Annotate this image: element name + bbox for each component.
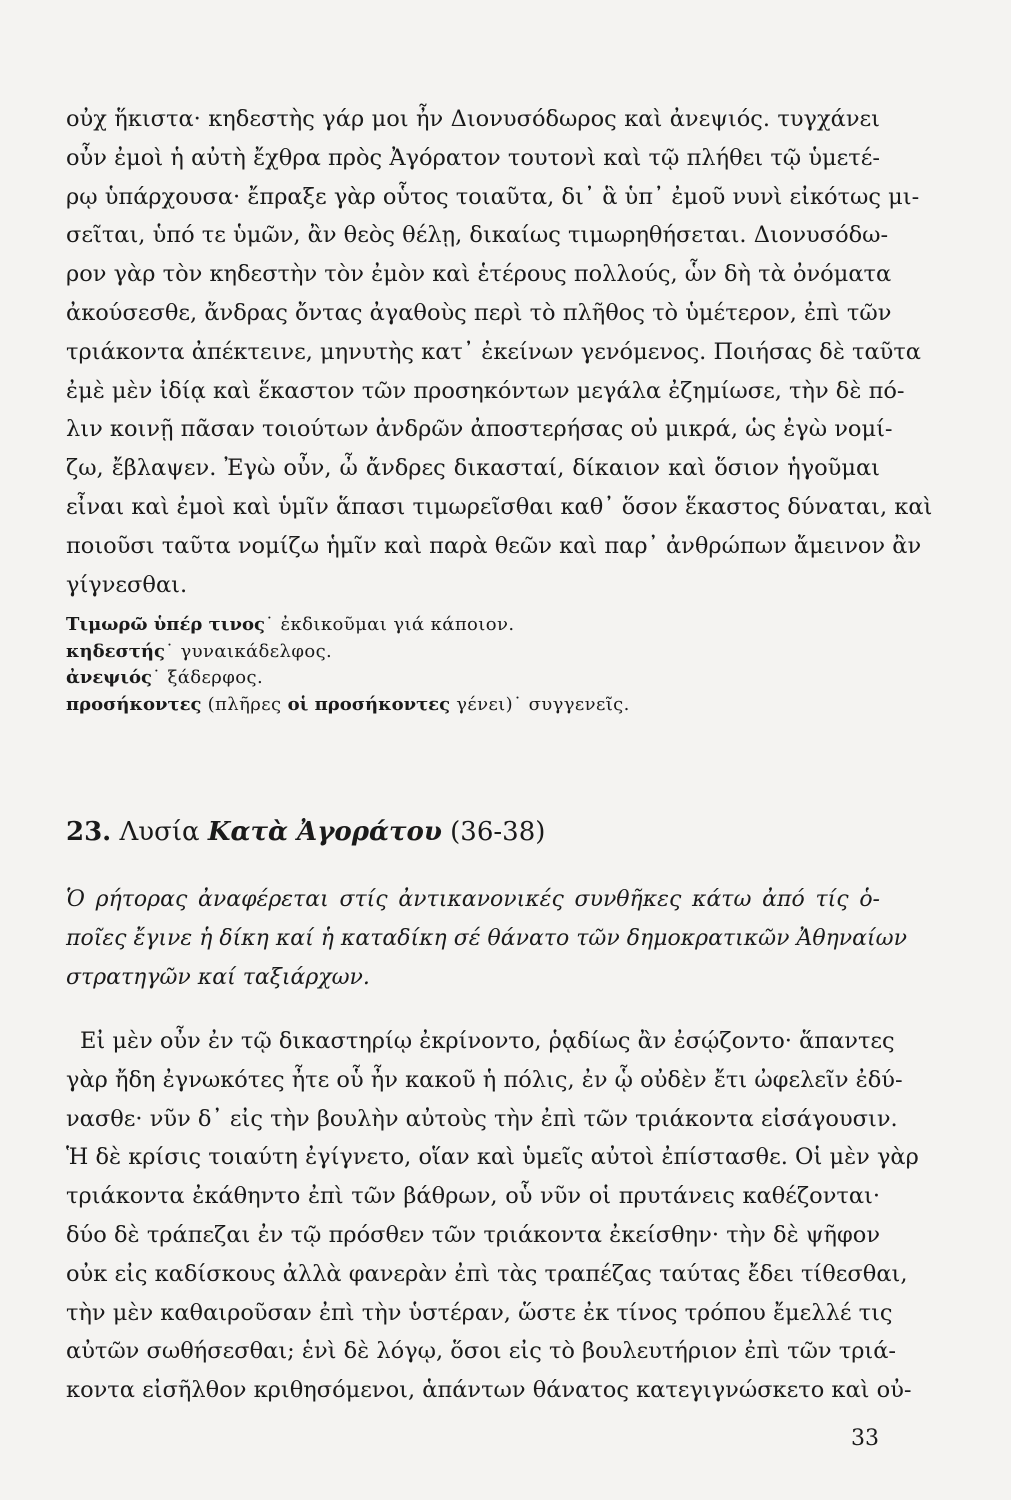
text-line: ποιοῦσι ταῦτα νομίζω ἡμῖν καὶ παρὰ θεῶν καὶ παρ᾽ ἀνθρώπων ἄμεινον ἂν [66,532,922,559]
text-line: δύο δὲ τράπεζαι ἐν τῷ πρόσθεν τῶν τριάκοντα ἐκείσθην· τὴν δὲ ψῆφον [66,1221,880,1248]
glossary-term-full: οἱ προσήκοντες [287,693,451,715]
page-number: 33 [851,1426,879,1451]
glossary-separator: ˙ [164,640,181,662]
text-line: γὰρ ἤδη ἐγνωκότες ἦτε οὗ ἦν κακοῦ ἡ πόλις, ἐν ᾧ οὐδὲν ἔτι ὠφελεῖν ἐδύ- [66,1066,903,1093]
text-line: τριάκοντα ἀπέκτεινε, μηνυτὴς κατ᾽ ἐκείνων γενόμενος. Ποιήσας δὲ ταῦτα [66,338,921,365]
text-line: σεῖται, ὑπό τε ὑμῶν, ἂν θεὸς θέλῃ, δικαίως τιμωρηθήσεται. Διονυσόδω- [66,222,889,249]
glossary-separator: ˙ [151,667,168,688]
glossary [66,612,880,718]
section-author: Λυσία [119,817,200,847]
glossary-term: κηδεστής [66,640,165,662]
text-line: νασθε· νῦν δ᾽ εἰς τὴν βουλὴν αὐτοὺς τὴν ἐπὶ τῶν τριάκοντα εἰσάγουσιν. [66,1105,898,1132]
greek-passage-1 [66,100,933,604]
intro-line: ποῖες ἔγινε ἡ δίκη καί ἡ καταδίκη σέ θάνατο τῶν δημοκρατικῶν Ἀθηναίων [66,926,907,951]
section-number: 23. [66,817,112,847]
intro-line: στρατηγῶν καί ταξιάρχων. [66,965,370,990]
text-line: τὴν μὲν καθαιροῦσαν ἐπὶ τὴν ὑστέραν, ὥστε ἐκ τίνος τρόπου ἔμελλέ τις [66,1299,893,1326]
glossary-entry [66,612,880,639]
text-line: αὐτῶν σωθήσεσθαι; ἑνὶ δὲ λόγῳ, ὅσοι εἰς τὸ βουλευτήριον ἐπὶ τῶν τριά- [66,1338,897,1365]
glossary-definition: ἐκδικοῦμαι γιά κάποιον. [280,614,515,635]
glossary-entry [66,692,880,719]
glossary-term: προσήκοντες [66,693,202,715]
glossary-separator: ˙ [513,693,529,715]
text-line: λιν κοινῇ πᾶσαν τοιούτων ἀνδρῶν ἀποστερήσας οὐ μικρά, ὡς ἐγὼ νομί- [66,416,893,443]
text-line: ἀκούσεσθε, ἄνδρας ὄντας ἀγαθοὺς περὶ τὸ πλῆθος τὸ ὑμέτερον, ἐπὶ τῶν [66,299,892,326]
glossary-term: Τιμωρῶ ὑπέρ τινος [66,614,265,635]
text-line: κοντα εἰσῆλθον κριθησόμενοι, ἁπάντων θάνατος κατεγιγνώσκετο καὶ οὐ- [66,1377,912,1404]
glossary-term: ἀνεψιός [66,667,152,688]
section-range: (36-38) [450,817,546,847]
section-title: Κατὰ Ἀγοράτου [207,817,442,847]
glossary-note: γένει) [450,693,514,715]
text-line: Ἡ δὲ κρίσις τοιαύτη ἐγίγνετο, οἵαν καὶ ὑμεῖς αὐτοὶ ἐπίστασθε. Οἱ μὲν γὰρ [66,1144,919,1171]
section-intro [66,880,907,997]
intro-line: Ὁ ρήτορας ἀναφέρεται στίς ἀντικανονικές συνθῆκες κάτω ἀπό τίς ὁ- [66,887,880,912]
glossary-note: (πλῆρες [201,693,288,715]
glossary-separator: ˙ [264,614,281,635]
text-line: οὐκ εἰς καδίσκους ἀλλὰ φανερὰν ἐπὶ τὰς τραπέζας ταύτας ἔδει τίθεσθαι, [66,1260,908,1287]
glossary-definition: γυναικάδελφος. [180,640,333,662]
glossary-definition: συγγενεῖς. [528,693,630,715]
glossary-entry [66,665,880,692]
glossary-entry [66,639,880,666]
text-line: ρῳ ὑπάρχουσα· ἔπραξε γὰρ οὗτος τοιαῦτα, δι᾽ ἃ ὑπ᾽ ἐμοῦ νυνὶ εἰκότως μι- [66,183,920,210]
text-line: οὐχ ἥκιστα· κηδεστὴς γάρ μοι ἦν Διονυσόδωρος καὶ ἀνεψιός. τυγχάνει [66,106,880,132]
text-line: γίγνεσθαι. [66,571,188,598]
text-line: οὖν ἐμοὶ ἡ αὐτὴ ἔχθρα πρὸς Ἀγόρατον τουτονὶ καὶ τῷ πλήθει τῷ ὑμετέ- [66,144,880,171]
text-line: ἐμὲ μὲν ἰδίᾳ καὶ ἕκαστον τῶν προσηκόντων μεγάλα ἐζημίωσε, τὴν δὲ πό- [66,377,905,404]
greek-passage-2 [66,1022,919,1410]
text-line: Εἰ μὲν οὖν ἐν τῷ δικαστηρίῳ ἐκρίνοντο, ῥᾳδίως ἂν ἐσῴζοντο· ἅπαντες [80,1028,895,1054]
text-line: τριάκοντα ἐκάθηντο ἐπὶ τῶν βάθρων, οὗ νῦν οἱ πρυτάνεις καθέζονται· [66,1183,880,1210]
section-heading [66,812,880,852]
text-line: ρον γὰρ τὸν κηδεστὴν τὸν ἐμὸν καὶ ἑτέρους πολλούς, ὧν δὴ τὰ ὀνόματα [66,261,892,288]
text-line: εἶναι καὶ ἐμοὶ καὶ ὑμῖν ἅπασι τιμωρεῖσθαι καθ᾽ ὅσον ἕκαστος δύναται, καὶ [66,493,933,520]
text-line: ζω, ἔβλαψεν. Ἐγὼ οὖν, ὦ ἄνδρες δικασταί, δίκαιον καὶ ὅσιον ἡγοῦμαι [66,455,880,482]
glossary-definition: ξάδερφος. [167,667,264,688]
